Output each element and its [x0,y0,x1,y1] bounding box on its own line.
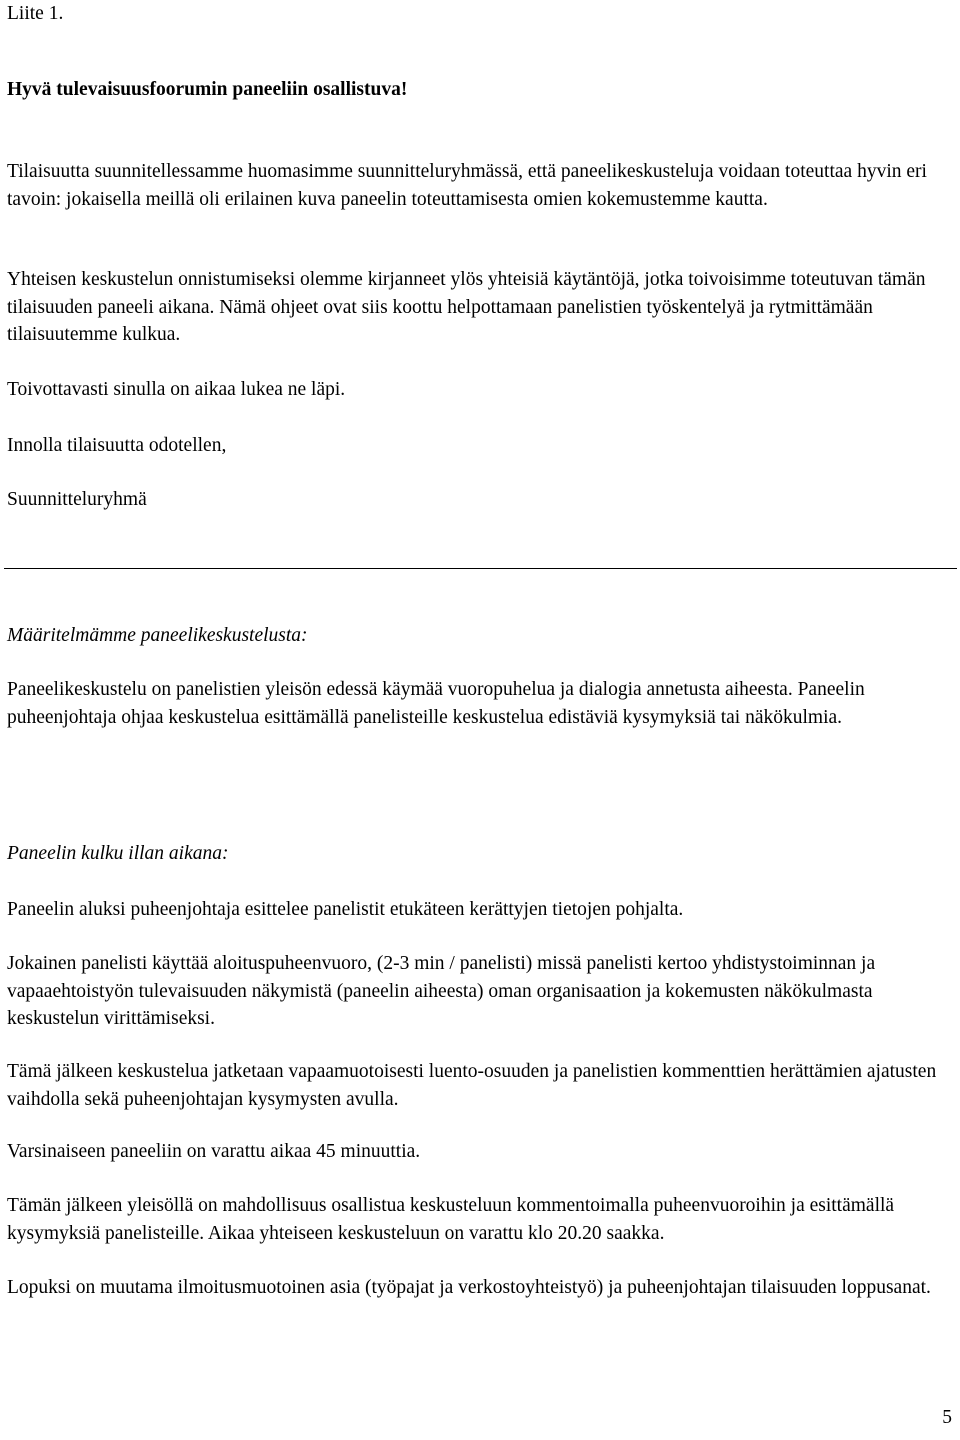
intro-paragraph-1: Tilaisuutta suunnitellessamme huomasimme suunnitteluryhmässä, että paneelikeskusteluja voidaan toteuttaa hyvin eri tavoin: jokaisella meillä oli erilainen kuva paneelin toteuttamisesta omien kokemustemme kautta. [7,161,927,210]
schedule-section-title: Paneelin kulku illan aikana: [7,843,229,864]
intro-paragraph-3: Toivottavasti sinulla on aikaa lukea ne läpi. [7,379,346,400]
intro-paragraph-2: Yhteisen keskustelun onnistumiseksi olemme kirjanneet ylös yhteisiä käytäntöjä, jotka toivoisimme toteutuvan tämän tilaisuuden paneeli aikana. Nämä ohjeet ovat siis koottu helpottamaan panelistien työskentelyä ja rytmittämään tilaisuutemme kulkua. [7,269,926,346]
page-number: 5 [942,1407,952,1428]
greeting-heading: Hyvä tulevaisuusfoorumin paneeliin osallistuva! [7,79,408,100]
schedule-paragraph-3: Tämä jälkeen keskustelua jatketaan vapaamuotoisesti luento-osuuden ja panelistien kommenttien herättämien ajatusten vaihdolla sekä puheenjohtajan kysymysten avulla. [7,1061,937,1110]
definition-paragraph: Paneelikeskustelu on panelistien yleisön edessä käymää vuoropuhelua ja dialogia annetusta aiheesta. Paneelin puheenjohtaja ohjaa keskustelua esittämällä panelisteille keskustelua edistäviä kysymyksiä tai näkökulmia. [7,679,865,728]
signature: Suunnitteluryhmä [7,489,147,510]
schedule-paragraph-2: Jokainen panelisti käyttää aloituspuheenvuoro, (2-3 min / panelisti) missä panelisti kertoo yhdistystoiminnan ja vapaaehtoistyön tulevaisuuden näkymistä (paneelin aiheesta) oman organisaation ja kokemusten näkökulmasta keskustelun virittämiseksi. [7,953,876,1030]
schedule-paragraph-6: Lopuksi on muutama ilmoitusmuotoinen asia (työpajat ja verkostoyhteistyö) ja puheenjohtajan tilaisuuden loppusanat. [7,1277,931,1298]
schedule-paragraph-5: Tämän jälkeen yleisöllä on mahdollisuus osallistua keskusteluun kommentoimalla puheenvuoroihin ja esittämällä kysymyksiä panelisteille. Aikaa yhteiseen keskusteluun on varattu klo 20.20 saakka. [7,1195,895,1244]
annex-label: Liite 1. [7,3,64,24]
schedule-paragraph-4: Varsinaiseen paneeliin on varattu aikaa 45 minuuttia. [7,1141,421,1162]
horizontal-divider [4,568,957,569]
schedule-paragraph-1: Paneelin aluksi puheenjohtaja esittelee panelistit etukäteen kerättyjen tietojen pohjalta. [7,899,684,920]
closing-line: Innolla tilaisuutta odotellen, [7,435,227,456]
definition-section-title: Määritelmämme paneelikeskustelusta: [7,625,308,646]
